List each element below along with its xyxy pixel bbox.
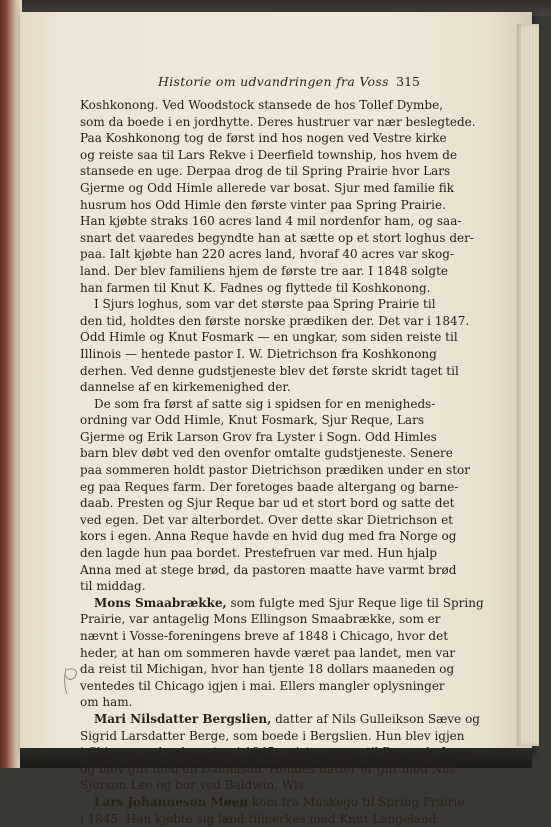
text-line xyxy=(80,678,445,695)
line-text: ventedes til Chicago igjen i mai. Ellers mangler oplysninger xyxy=(80,678,445,693)
line-text: Paa Koshkonong tog de først ind hos nogen ved Vestre kirke xyxy=(80,131,447,146)
text-line xyxy=(80,346,437,363)
header-title: Historie om udvandringen fra Voss xyxy=(158,74,389,89)
line-text: kom fra Muskego til Spring Prairie xyxy=(248,794,465,809)
running-header xyxy=(80,74,418,96)
line-text: Koshkonong. Ved Woodstock stansede de hos Tollef Dymbe, xyxy=(80,98,444,112)
line-text: paa. Ialt kjøbte han 220 acres land, hvoraf 40 acres var skog- xyxy=(80,247,455,262)
line-text: Gjerme og Erik Larson Grov fra Lyster i Sogn. Odd Himles xyxy=(80,429,437,444)
text-line xyxy=(80,130,447,147)
body-text xyxy=(80,97,484,827)
line-text: i 1845. Han kjøbte sig land tilmerkes med Knut Langeland xyxy=(80,811,437,826)
line-text: til middag. xyxy=(80,579,146,594)
text-line xyxy=(80,728,465,745)
text-line xyxy=(80,213,462,230)
line-text: eg paa Reques farm. Der foretoges baade altergang og barne- xyxy=(80,479,459,494)
text-line xyxy=(80,595,484,612)
text-line xyxy=(80,445,453,462)
line-text: De som fra først af satte sig i spidsen for en menigheds- xyxy=(94,396,436,411)
line-text: dannelse af en kirkemenighed der. xyxy=(80,380,291,395)
page-edges xyxy=(517,24,539,746)
line-text: heder, at han om sommeren havde været paa landet, men var xyxy=(80,645,456,660)
line-text: i Chicago ved ankomsten i 1845; reiste senere til Decorah, Iowa, xyxy=(80,745,475,760)
text-line xyxy=(80,313,470,330)
line-text: Sigrid Larsdatter Berge, som boede i Bergslien. Hun blev igjen xyxy=(80,728,465,743)
line-text: kors i egen. Anna Reque havde en hvid dug med fra Norge og xyxy=(80,529,457,544)
text-line xyxy=(80,280,431,297)
text-line xyxy=(80,711,480,728)
text-line xyxy=(80,512,453,529)
text-line xyxy=(80,578,418,595)
line-text: og reiste saa til Lars Rekve i Deerfield township, hos hvem de xyxy=(80,147,458,162)
text-line xyxy=(80,329,458,346)
line-text: han farmen til Knut K. Fadnes og flyttede til Koshkonong. xyxy=(80,280,431,295)
text-line xyxy=(80,528,457,545)
line-text: Sjurson Lee og bor ved Baldwin, Wis. xyxy=(80,778,308,793)
line-text: stansede en uge. Derpaa drog de til Spring Prairie hvor Lars xyxy=(80,164,451,179)
text-line xyxy=(80,180,455,197)
text-line xyxy=(80,794,465,811)
line-text: den tid, holdtes den første norske prædiken der. Det var i 1847. xyxy=(80,313,470,328)
line-text: som da boede i en jordhytte. Deres hustruer var nær beslegtede. xyxy=(80,114,476,129)
line-text: ordning var Odd Himle, Knut Fosmark, Sjur Reque, Lars xyxy=(80,413,424,428)
pencil-annotation-mark xyxy=(60,664,86,696)
line-text: Anna med at stege brød, da pastoren maatte have varmt brød xyxy=(80,562,457,577)
entry-name: Mari Nilsdatter Bergslien, xyxy=(94,711,272,726)
text-line xyxy=(80,263,449,280)
line-text: Odd Himle og Knut Fosmark — en ungkar, som siden reiste til xyxy=(80,330,458,345)
line-text: daab. Presten og Sjur Reque bar ud et stort bord og satte det xyxy=(80,496,455,511)
text-line xyxy=(80,645,456,662)
line-text: som fulgte med Sjur Reque lige til Spring xyxy=(226,595,484,610)
line-text: Prairie, var antagelig Mons Ellingson Smaabrække, som er xyxy=(80,612,441,627)
text-line xyxy=(80,777,418,794)
text-line xyxy=(80,611,441,628)
entry-name: Lars Johanneson Møen xyxy=(94,794,249,809)
text-line xyxy=(80,479,459,496)
text-line xyxy=(80,412,424,429)
line-text: husrum hos Odd Himle den første vinter paa Spring Prairie. xyxy=(80,197,446,212)
line-text: barn blev døbt ved den ovenfor omtalte gudstjeneste. Senere xyxy=(80,446,453,461)
text-line xyxy=(80,495,455,512)
text-line xyxy=(80,163,451,180)
text-line xyxy=(80,744,475,761)
line-text: Han kjøbte straks 160 acres land 4 mil nordenfor ham, og saa- xyxy=(80,214,462,229)
line-text: og blev gift med en Danielson. Hendes datter er gift med Nils xyxy=(80,761,456,776)
book-cover-left xyxy=(0,0,22,768)
text-line xyxy=(80,628,449,645)
line-text: paa sommeren holdt pastor Dietrichson prædiken under en stor xyxy=(80,463,470,478)
line-text: I Sjurs loghus, som var det største paa Spring Prairie til xyxy=(94,297,436,312)
text-line xyxy=(80,545,437,562)
entry-name: Mons Smaabrække, xyxy=(94,595,227,610)
text-line xyxy=(80,114,476,131)
text-line xyxy=(80,761,456,778)
text-line xyxy=(80,246,455,263)
line-text: snart det vaaredes begyndte han at sætte op et stort loghus der- xyxy=(80,230,474,245)
text-line xyxy=(80,197,446,214)
text-line xyxy=(80,396,436,413)
line-text: den lagde hun paa bordet. Prestefruen var med. Hun hjalp xyxy=(80,546,437,561)
line-text: derhen. Ved denne gudstjeneste blev det første skridt taget til xyxy=(80,363,459,378)
text-line xyxy=(80,661,455,678)
text-line xyxy=(80,97,444,114)
text-line xyxy=(80,230,474,247)
text-line xyxy=(80,363,459,380)
text-line xyxy=(80,429,437,446)
line-text: datter af Nils Gulleikson Sæve og xyxy=(271,711,480,726)
line-text: land. Der blev familiens hjem de første tre aar. I 1848 solgte xyxy=(80,263,449,278)
line-text: Gjerme og Odd Himle allerede var bosat. Sjur med familie fik xyxy=(80,180,455,195)
line-text: da reist til Michigan, hvor han tjente 18 dollars maaneden og xyxy=(80,662,455,677)
line-text: om ham. xyxy=(80,695,133,710)
line-text: nævnt i Vosse-foreningens breve af 1848 i Chicago, hvor det xyxy=(80,629,449,643)
text-line xyxy=(80,811,437,827)
text-line xyxy=(80,147,458,164)
line-text: ved egen. Det var alterbordet. Over dette skar Dietrichson et xyxy=(80,512,453,527)
text-line xyxy=(80,379,418,396)
text-line xyxy=(80,462,470,479)
page-number: 315 xyxy=(396,74,420,89)
text-line xyxy=(80,296,436,313)
line-text: Illinois — hentede pastor I. W. Dietrichson fra Koshkonong xyxy=(80,346,437,361)
text-line xyxy=(80,562,457,579)
text-line xyxy=(80,694,418,711)
